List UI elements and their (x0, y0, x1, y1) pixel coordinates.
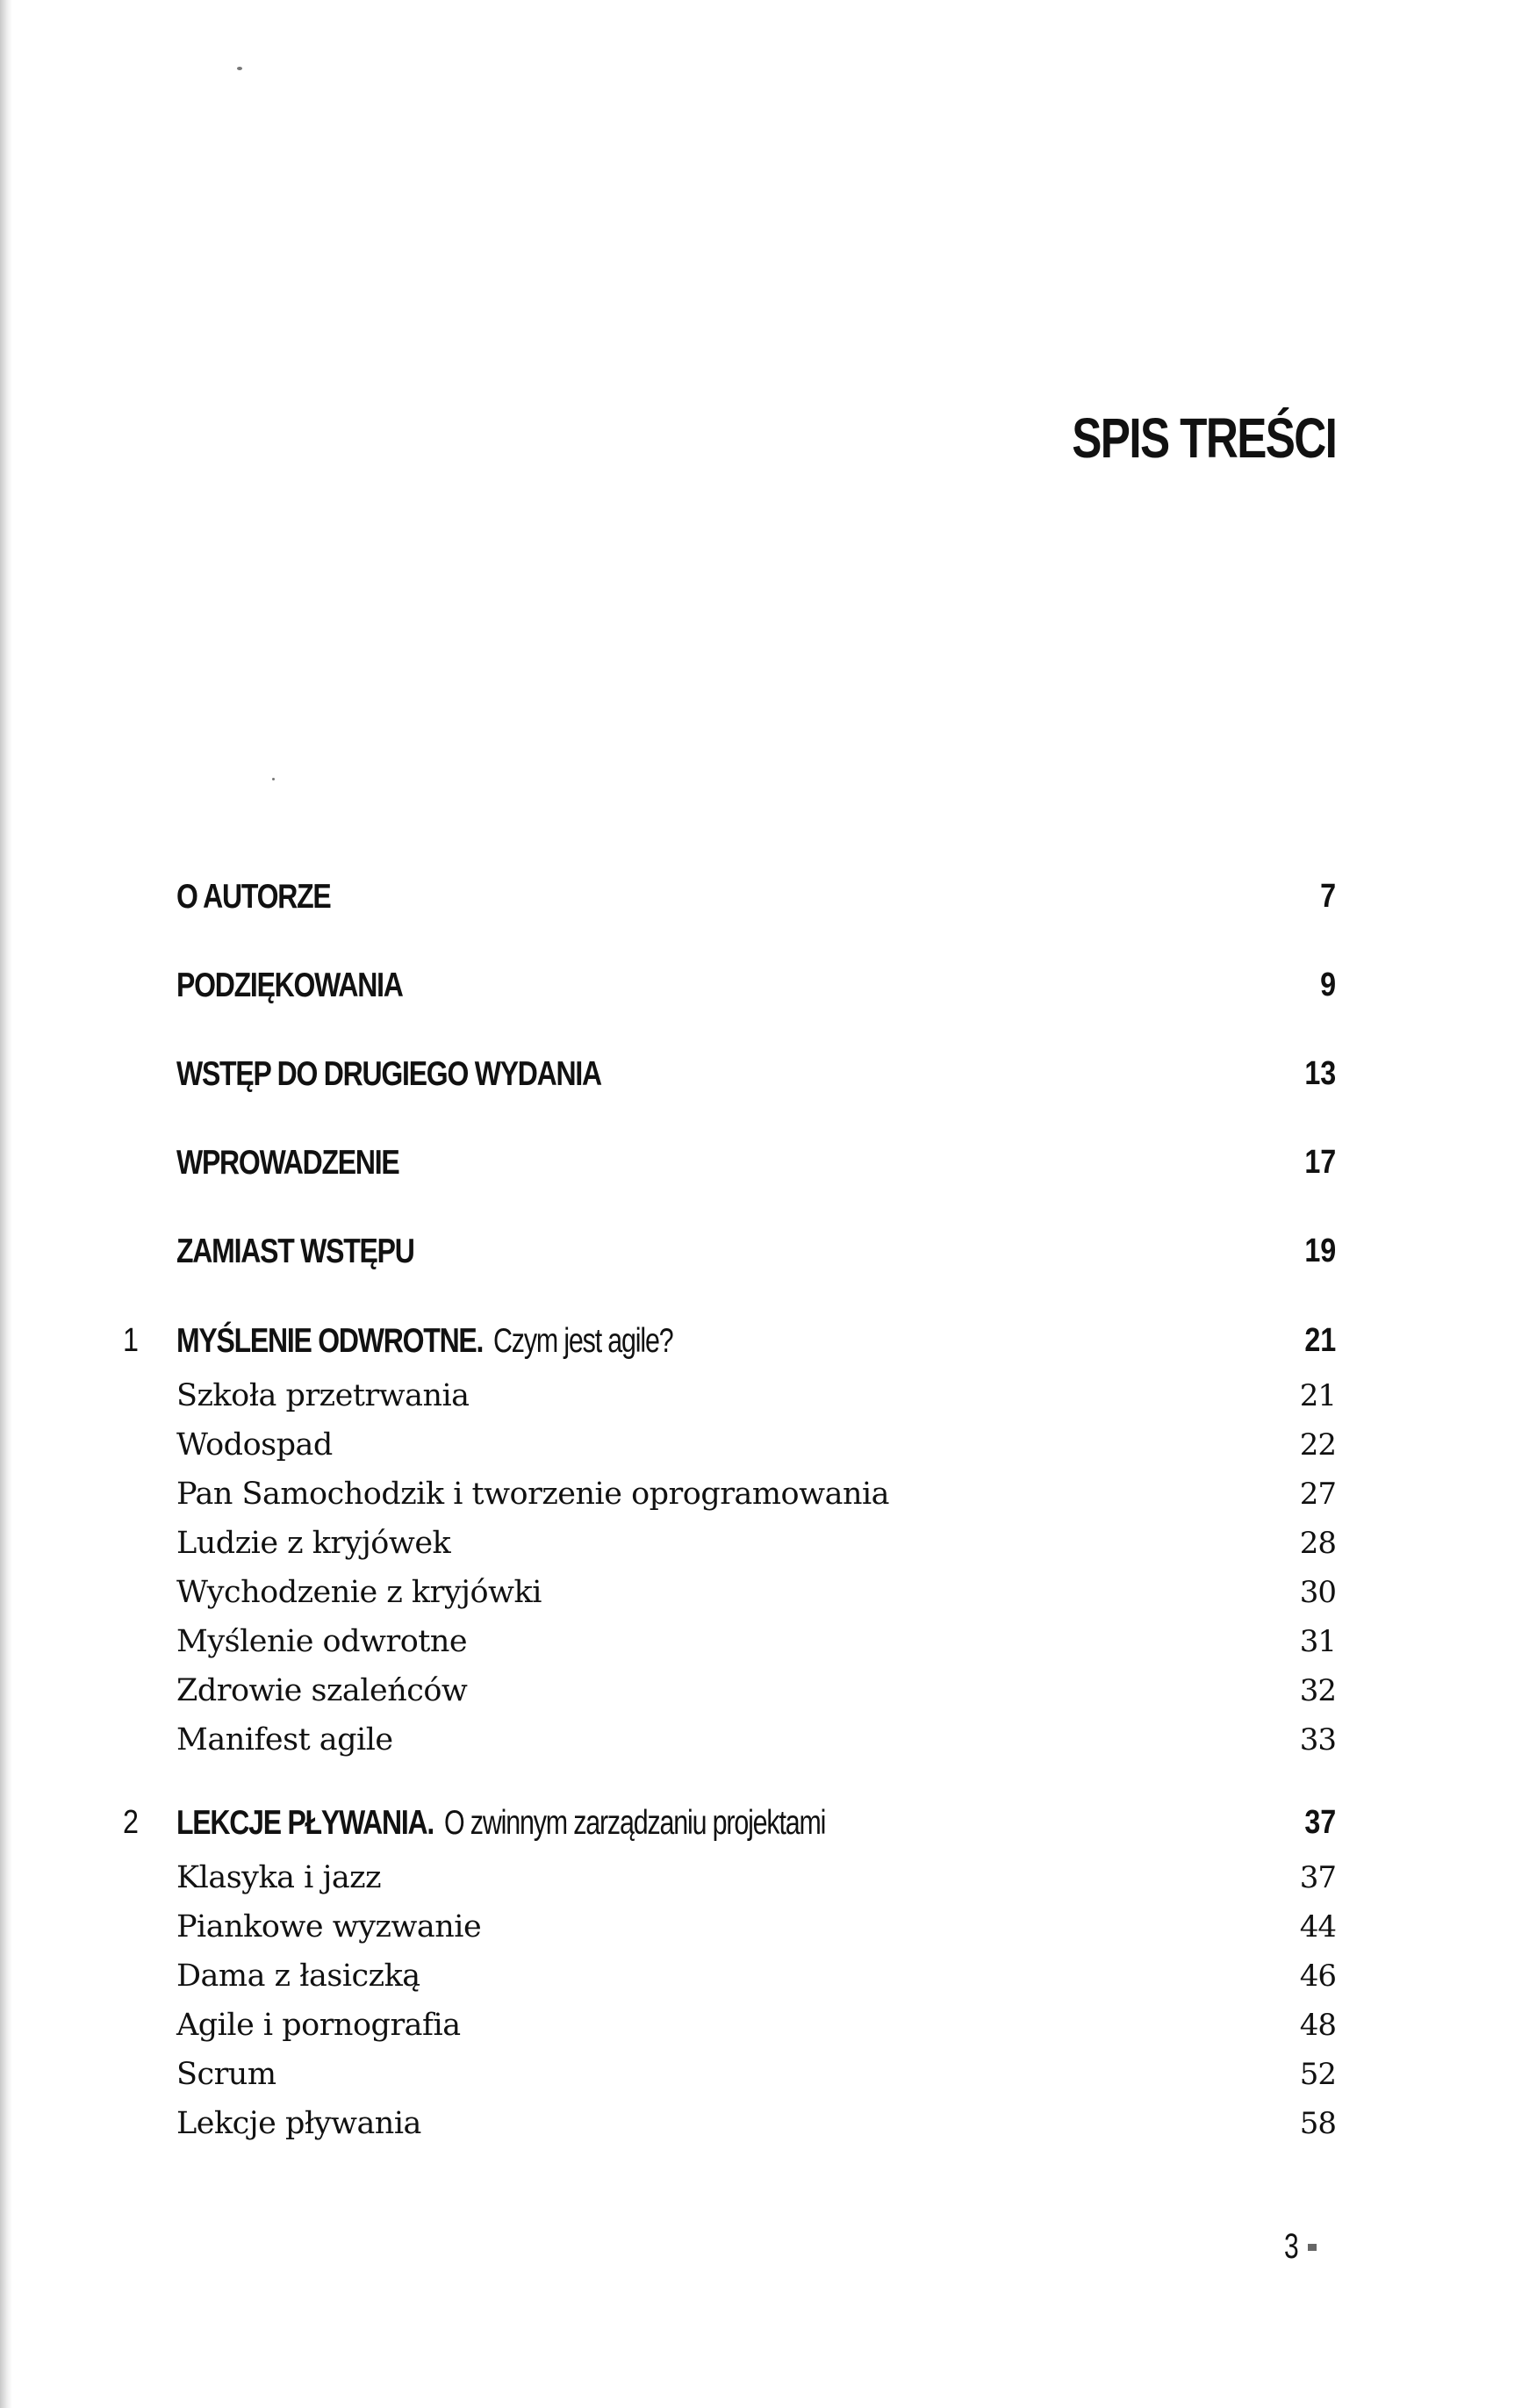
entry-title: Dama z łasiczką (176, 1959, 420, 1994)
entry-title: Zdrowie szaleńców (176, 1673, 468, 1708)
toc-entry (123, 2008, 1336, 2057)
toc-label (176, 1673, 467, 1708)
toc-entry (123, 1233, 1336, 1282)
toc-entry (123, 1144, 1336, 1193)
page-ref: 13 (1304, 1055, 1336, 1092)
entry-title: Pan Samochodzik i tworzenie oprogramowania (176, 1477, 890, 1512)
toc-entry (123, 1804, 1336, 1853)
entry-title: Piankowe wyzwanie (176, 1909, 482, 1944)
page-ref: 7 (1320, 878, 1336, 915)
page-ref: 30 (1299, 1575, 1336, 1610)
page-number: 3 (1284, 2227, 1299, 2266)
section-heading: LEKCJE PŁYWANIA. (176, 1804, 434, 1842)
section-heading: ZAMIAST WSTĘPU (176, 1233, 414, 1270)
toc-label (176, 1477, 889, 1512)
toc-label (176, 1959, 420, 1994)
toc-entry (123, 1427, 1336, 1477)
toc-label (176, 1909, 481, 1944)
entry-title: Wychodzenie z kryjówki (176, 1575, 542, 1610)
toc-entry (123, 1575, 1336, 1624)
speck (237, 67, 242, 70)
entry-title: Wodospad (176, 1427, 333, 1463)
toc-entry (123, 1624, 1336, 1673)
page-ref: 9 (1320, 967, 1336, 1003)
toc-label (176, 1055, 694, 1094)
entry-title: Manifest agile (176, 1722, 393, 1757)
chapter-subtitle: Czym jest agile? (493, 1322, 673, 1360)
page-ref: 52 (1299, 2057, 1336, 2092)
entry-title: Myślenie odwrotne (176, 1624, 468, 1659)
toc-label (176, 878, 364, 916)
page-ref: 33 (1299, 1722, 1336, 1757)
page-ref: 27 (1299, 1477, 1336, 1512)
page-title: SPIS TREŚCI (1071, 406, 1336, 470)
entry-title: Szkoła przetrwania (176, 1378, 470, 1413)
entry-title: Lekcje pływania (176, 2106, 421, 2141)
chapter-subtitle: O zwinnym zarządzaniu projektami (444, 1804, 826, 1842)
page-ref: 46 (1299, 1959, 1336, 1994)
page-ref: 31 (1299, 1624, 1336, 1659)
page-ref: 21 (1299, 1378, 1336, 1413)
toc-label (176, 1322, 723, 1361)
section-heading: WSTĘP DO DRUGIEGO WYDANIA (176, 1055, 601, 1093)
section-heading: WPROWADZENIE (176, 1144, 399, 1182)
toc-label (176, 1804, 933, 1843)
page-ref: 19 (1304, 1233, 1336, 1269)
folio-mark (1308, 2244, 1317, 2251)
toc-label (176, 2057, 276, 2092)
page-ref: 17 (1304, 1144, 1336, 1181)
entry-title: Ludzie z kryjówek (176, 1526, 451, 1561)
entry-title: Klasyka i jazz (176, 1860, 382, 1895)
page-ref: 58 (1299, 2106, 1336, 2141)
toc-label (176, 2008, 461, 2043)
toc-entry (123, 878, 1336, 927)
toc-label (176, 2106, 421, 2141)
toc-entry (123, 1526, 1336, 1575)
page-ref: 32 (1299, 1673, 1336, 1708)
toc-entry (123, 1909, 1336, 1959)
page-ref: 21 (1304, 1322, 1336, 1359)
page-ref: 44 (1299, 1909, 1336, 1944)
chapter-number: 2 (123, 1804, 139, 1841)
toc-entry (123, 967, 1336, 1016)
entry-title: Agile i pornografia (176, 2008, 461, 2043)
section-heading: PODZIĘKOWANIA (176, 967, 403, 1004)
toc-label (176, 1575, 542, 1610)
section-heading: O AUTORZE (176, 878, 331, 916)
page-ref: 48 (1299, 2008, 1336, 2043)
section-heading: MYŚLENIE ODWROTNE. (176, 1322, 484, 1360)
toc-entry (123, 1322, 1336, 1371)
toc-label (176, 1427, 333, 1463)
toc-entry (123, 1378, 1336, 1427)
toc-entry (123, 1055, 1336, 1104)
toc-entry (123, 2057, 1336, 2106)
toc-label (176, 1233, 466, 1271)
toc-label (176, 1624, 467, 1659)
toc-label (176, 1144, 448, 1182)
toc-entry (123, 1673, 1336, 1722)
page-ref: 28 (1299, 1526, 1336, 1561)
chapter-number: 1 (123, 1322, 139, 1359)
toc-entry (123, 1959, 1336, 2008)
toc-entry (123, 2106, 1336, 2155)
toc-label (176, 1860, 381, 1895)
speck (272, 778, 275, 780)
toc-label (176, 1378, 470, 1413)
page-ref: 37 (1304, 1804, 1336, 1841)
toc-entry (123, 1722, 1336, 1772)
toc-entry (123, 1860, 1336, 1909)
toc-label (176, 1722, 393, 1757)
toc-entry (123, 1477, 1336, 1526)
toc-label (176, 967, 452, 1005)
scan-shadow (0, 0, 12, 2408)
page-ref: 22 (1299, 1427, 1336, 1463)
toc-label (176, 1526, 450, 1561)
page-ref: 37 (1299, 1860, 1336, 1895)
entry-title: Scrum (176, 2057, 276, 2092)
